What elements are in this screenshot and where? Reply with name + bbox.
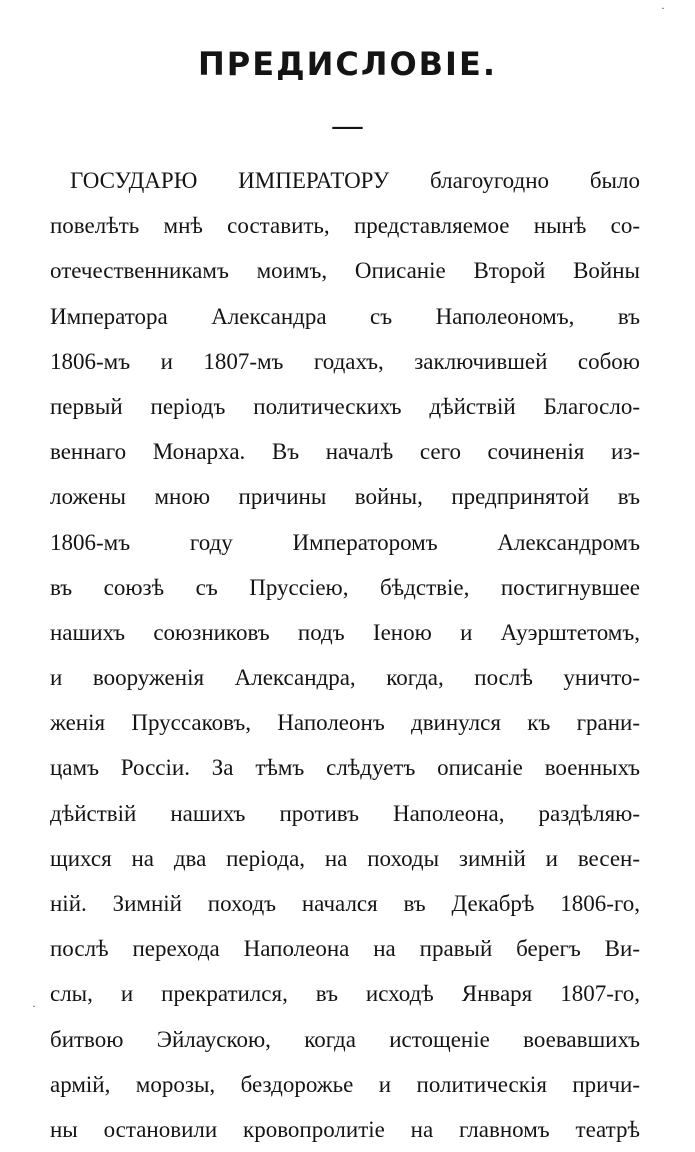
text-line: въ союзѣ съ Пруссіею, бѣдствіе, постигнувшее [50, 574, 640, 600]
text-line: дѣйствій нашихъ противъ Наполеона, раздѣляю- [50, 800, 640, 826]
text-line: ній. Зимній походъ начался въ Декабрѣ 1806-го, [50, 891, 640, 916]
text-line: и вооруженія Александра, когда, послѣ уничто- [50, 665, 640, 691]
text-line: Императора Александра съ Наполеономъ, въ [50, 303, 640, 329]
text-line: битвою Эйлаускою, когда истощеніе воевавшихъ [50, 1026, 640, 1052]
text-line: цамъ Россіи. За тѣмъ слѣдуетъ описаніе военныхъ [50, 755, 640, 781]
margin-speck: · [661, 1, 665, 15]
margin-speck: · [32, 999, 36, 1013]
body-text [50, 158, 640, 1152]
text-line: слы, и прекратился, въ исходѣ Января 1807-го, [50, 981, 640, 1007]
text-line: нашихъ союзниковъ подъ Іеною и Ауэрштетомъ, [50, 619, 640, 645]
text-line: женія Пруссаковъ, Наполеонъ двинулся къ грани- [50, 710, 640, 736]
page-title: ПРЕДИСЛОВІЕ. [198, 45, 497, 83]
text-line: повелѣть мнѣ составить, представляемое нынѣ со- [50, 213, 640, 239]
text-line: 1806-мъ году Императоромъ Александромъ [50, 529, 640, 555]
text-line: послѣ перехода Наполеона на правый берегъ Ви- [50, 936, 640, 962]
title-separator: — [332, 109, 363, 142]
text-line: ГОСУДАРЮ ИМПЕРАТОРУ благоугодно было [70, 168, 640, 193]
text-line: веннаго Монарха. Въ началѣ сего сочиненія из- [50, 439, 640, 465]
text-line: щихся на два періода, на походы зимній и весен- [50, 845, 640, 871]
text-line: отечественникамъ моимъ, Описаніе Второй Войны [50, 258, 640, 284]
text-line: 1806-мъ и 1807-мъ годахъ, заключившей собою [50, 348, 640, 374]
text-line: армій, морозы, бездорожье и политическія причи- [50, 1071, 640, 1097]
text-line: ны остановили кровопролитіе на главномъ театрѣ [50, 1116, 640, 1142]
text-line: ложены мною причины войны, предпринятой въ [50, 484, 640, 510]
text-line: первый періодъ политическихъ дѣйствій Благосло- [50, 393, 640, 419]
